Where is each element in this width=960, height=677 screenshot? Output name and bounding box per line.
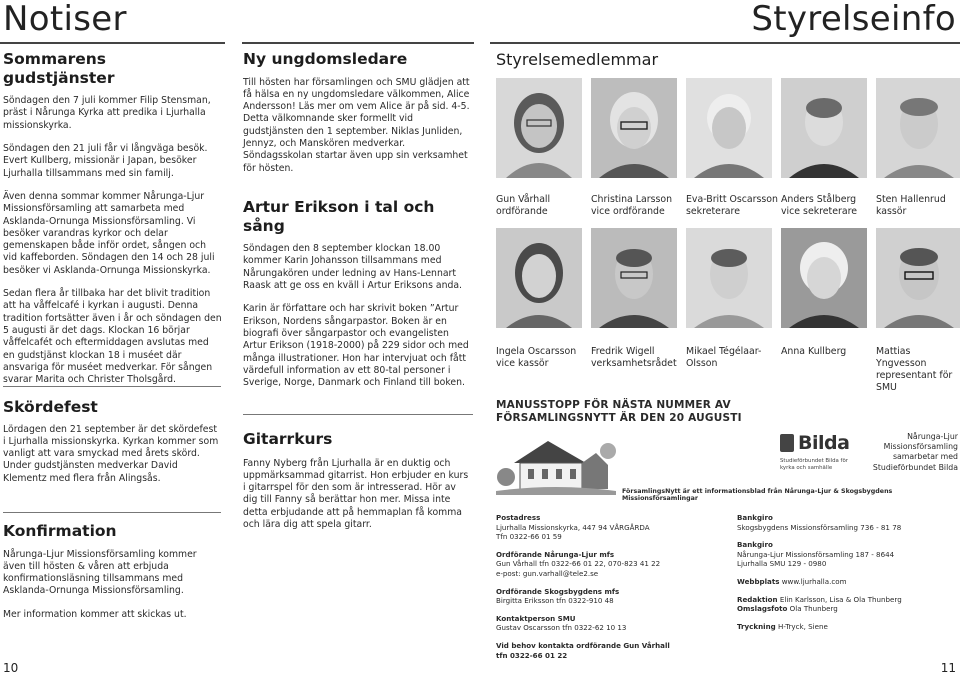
member-name: Christina Larsson (591, 194, 673, 205)
contact-line: Ola Thunberg (789, 604, 838, 614)
contact-title: Tryckning (737, 621, 776, 631)
contact-title: Bankgiro (737, 540, 773, 550)
contact-line: Gustav Oscarsson tfn 0322-62 10 13 (496, 623, 627, 633)
member-name: Ingela Oscarsson (496, 346, 577, 357)
heading-ny-ungdomsledare: Ny ungdomsledare (243, 50, 408, 68)
ungdomsledare-text: Till hösten har församlingen och SMU glädjen att få hälsa en ny ungdomsledare välkommen, Alice Andersson! Läs mer om vem Alice är på sid. 4-5. Detta välkomnande sker formellt vid gudstjänsten den 1 september. Niklas Junliden, Jennyz, och Manskören medverkar. Söndagsskolan startar även upp sin verksamhet för hösten. (243, 76, 470, 174)
info-banner: FörsamlingsNytt är ett informationsblad från Nårunga-Ljur & Skogsbygdens Missionsförsamlingar (622, 488, 893, 502)
portrait-photo (496, 78, 582, 178)
board-member-caption (686, 346, 780, 370)
member-role: representant för SMU (876, 370, 953, 393)
contact-line: Elin Karlsson, Lisa & Ola Thunberg (779, 594, 902, 604)
paragraph: Söndagen den 21 juli får vi långväga besök. Evert Kullberg, missionär i Japan, besöker Ljurhalla tillsammans med sin familj. (3, 143, 208, 179)
board-member-caption (496, 346, 588, 370)
heading-artur-erikson: Artur Erikson i tal och sång (243, 198, 435, 235)
left-page-title: Notiser (3, 0, 127, 39)
board-member-caption (496, 194, 588, 218)
contact-block (737, 577, 959, 587)
member-name: Sten Hallenrud (876, 194, 946, 205)
contact-block (496, 587, 726, 606)
paragraph: Söndagen den 8 september klockan 18.00 kommer Karin Johansson tillsammans med Nårungakören under ledning av Hans-Lennart Raask att ge oss en kväll i Artur Eriksons anda. (243, 243, 463, 292)
contact-title: Webbplats (737, 576, 780, 586)
section-gitarrkurs (243, 430, 473, 531)
contact-line: H-Tryck, Siene (777, 621, 828, 631)
member-name: Mattias Yngvesson (876, 346, 927, 369)
bilda-subtitle: Studieförbundet Bilda för kyrka och samhälle (780, 458, 848, 471)
paragraph: Även denna sommar kommer Nårunga-Ljur Missionsförsamling att samarbeta med Asklanda-Ornunga Missionsförsamling. Vi besöker varandras kyrkor och delar gemenskapen både inför ordet, sången och vid kaffeborden. Söndagen den 14 och 28 juli besöker vi Asklanda-Ornunga Missionskyrka. (3, 190, 215, 276)
manusstopp-notice (496, 399, 756, 425)
portrait-photo (591, 78, 677, 178)
manusstopp-line: MANUSSTOPP FÖR NÄSTA NUMMER AV (496, 399, 731, 411)
contact-line: tfn 0322-66 01 22 (496, 650, 568, 660)
bilda-collaboration-text: Nårunga-Ljur Missionsförsamling samarbetar med Studieförbundet Bilda (872, 432, 958, 472)
board-member-caption (876, 346, 960, 394)
heading-sommarens-gudstjanster: Sommarens gudstjänster (3, 50, 115, 87)
contact-block (496, 641, 726, 660)
member-role: Olsson (686, 358, 718, 369)
portrait-photo (591, 228, 677, 328)
member-name: Fredrik Wigell (591, 346, 655, 357)
contact-title: Ordförande Nårunga-Ljur mfs (496, 549, 615, 559)
contact-block (496, 513, 726, 542)
member-role: vice ordförande (591, 206, 665, 217)
contact-block (737, 622, 959, 632)
heading-gitarrkurs: Gitarrkurs (243, 430, 333, 448)
contact-line: Skogsbygdens Missionsförsamling 736 - 81 78 (737, 522, 902, 532)
member-role: verksamhetsrådet (591, 358, 677, 369)
column-notiser (3, 50, 222, 397)
member-role: kassör (876, 206, 907, 217)
paragraph: Karin är författare och har skrivit boken ”Artur Erikson, Nordens sångarpastor. Boken är en biografi över sångarpastor och evangelisten Artur Erikson (1918-2000) på 229 sidor och med många illustrationer. Hon har intervjuat och fått värdefull information av ett 80-tal personer i Sverige, Norge, Danmark och Finland till boken. (243, 303, 469, 389)
portrait-photo (876, 228, 960, 328)
divider (243, 414, 473, 415)
member-role: sekreterare (686, 206, 740, 217)
manusstopp-line: FÖRSAMLINGSNYTT ÄR DEN 20 AUGUSTI (496, 412, 742, 424)
contact-block (737, 595, 959, 614)
divider (3, 386, 221, 387)
member-role: vice kassör (496, 358, 549, 369)
paragraph: Nårunga-Ljur Missionsförsamling kommer även till hösten & våren att erbjuda konfirmationsläsning tillsammans med Asklanda-Ornunga Missionsförsamling. (3, 548, 197, 597)
contact-info-left (496, 513, 726, 668)
page-number-left: 10 (3, 661, 19, 675)
board-member-caption (781, 346, 875, 358)
portrait-photo (781, 228, 867, 328)
paragraph: Sedan flera år tillbaka har det blivit tradition att ha våffelcafé i kyrkan i augusti. Denna tradition fortsätter även i år och söndagen den 5 augusti är det dags. Klockan 16 börjar våffelcafét och eftermiddagen avslutas med en gudstjänst klockan 18 i muséet där ansvariga för muséet medverkar. För sången svarar Marita och Christer Tholsgård. (3, 288, 222, 386)
heading-styrelsemedlemmar (496, 50, 658, 69)
bilda-logo (780, 432, 852, 482)
board-member-caption (781, 194, 875, 218)
header-rule-col3 (490, 42, 960, 44)
sommar-text (3, 95, 222, 386)
board-heading: Styrelsemedlemmar (496, 50, 659, 69)
contact-title: Bankgiro (737, 513, 773, 522)
contact-line: Nårunga-Ljur Missionsförsamling 187 - 8644 (737, 549, 895, 559)
contact-line: e-post: gun.varhall@tele2.se (496, 568, 599, 578)
paragraph: Söndagen den 7 juli kommer Filip Stensman, präst i Nårunga Kyrka att predika i Ljurhalla missionskyrka. (3, 95, 211, 131)
contact-title: Omslagsfoto (737, 604, 788, 614)
website-link[interactable]: www.ljurhalla.com (781, 576, 847, 586)
section-konfirmation (3, 522, 222, 632)
artur-text (243, 243, 473, 389)
contact-line: Tfn 0322-66 01 59 (496, 532, 562, 542)
member-name: Mikael Tégélaar- (686, 346, 762, 357)
portrait-photo (781, 78, 867, 178)
portrait-photo (686, 78, 772, 178)
member-role: vice sekreterare (781, 206, 858, 217)
member-name: Anna Kullberg (781, 346, 847, 357)
contact-block (496, 550, 726, 579)
contact-title: Redaktion (737, 594, 778, 604)
header-rule-col2 (242, 42, 474, 44)
column-ungdom (243, 50, 473, 175)
contact-title: Vid behov kontakta ordförande Gun Vårhall (496, 640, 670, 650)
contact-block (737, 513, 959, 532)
member-role: ordförande (496, 206, 548, 217)
skordefest-text: Lördagen den 21 september är det skördefest i Ljurhalla missionskyrka. Kyrkan kommer som vanligt att vara smyckad med årets skörd. Under gudstjänsten medverkar David Klementz med flera från Alingsås. (3, 423, 219, 484)
section-skordefest (3, 398, 222, 485)
heading-skordefest: Skördefest (3, 398, 98, 416)
section-artur (243, 198, 473, 400)
konfirmation-text (3, 549, 222, 621)
contact-line: Ljurhalla Missionskyrka, 447 94 VÅRGÅRDA (496, 522, 650, 532)
church-illustration (496, 433, 616, 495)
board-member-caption (591, 194, 685, 218)
gitarrkurs-text: Fanny Nyberg från Ljurhalla är en duktig och uppmärksammad gitarrist. Hon erbjuder en kurs i gitarrspel för den som är intresserad. Hör av dig till Fanny så berättar hon mer. Missa inte detta erbjudande att på hemmaplan få komma och lära dig att spela gitarr. (243, 457, 469, 531)
contact-line: Birgitta Eriksson tfn 0322-910 48 (496, 596, 614, 606)
page-number-right: 11 (940, 661, 956, 675)
header-rule-col1 (0, 42, 225, 44)
member-name: Eva-Britt Oscarsson (686, 194, 778, 205)
member-name: Anders Stålberg (781, 194, 857, 205)
contact-line: Ljurhalla SMU 129 - 0980 (737, 559, 827, 569)
bilda-mark-icon (780, 434, 794, 452)
board-member-caption (876, 194, 960, 218)
contact-block (496, 614, 726, 633)
member-name: Gun Vårhall (496, 194, 551, 205)
contact-info-right (737, 513, 959, 639)
contact-title: Postadress (496, 513, 541, 522)
contact-line: Gun Vårhall tfn 0322-66 01 22, 070-823 41 22 (496, 559, 661, 569)
board-member-caption (686, 194, 782, 218)
portrait-photo (496, 228, 582, 328)
portrait-photo (686, 228, 772, 328)
contact-title: Kontaktperson SMU (496, 613, 576, 623)
bilda-logo-text: Bilda (798, 432, 850, 454)
contact-title: Ordförande Skogsbygdens mfs (496, 586, 620, 596)
portrait-photo (876, 78, 960, 178)
heading-konfirmation: Konfirmation (3, 522, 117, 540)
paragraph: Mer information kommer att skickas ut. (3, 608, 187, 620)
board-member-caption (591, 346, 685, 370)
divider (3, 512, 221, 513)
contact-block (737, 540, 959, 569)
right-page-title: Styrelseinfo (751, 0, 956, 39)
